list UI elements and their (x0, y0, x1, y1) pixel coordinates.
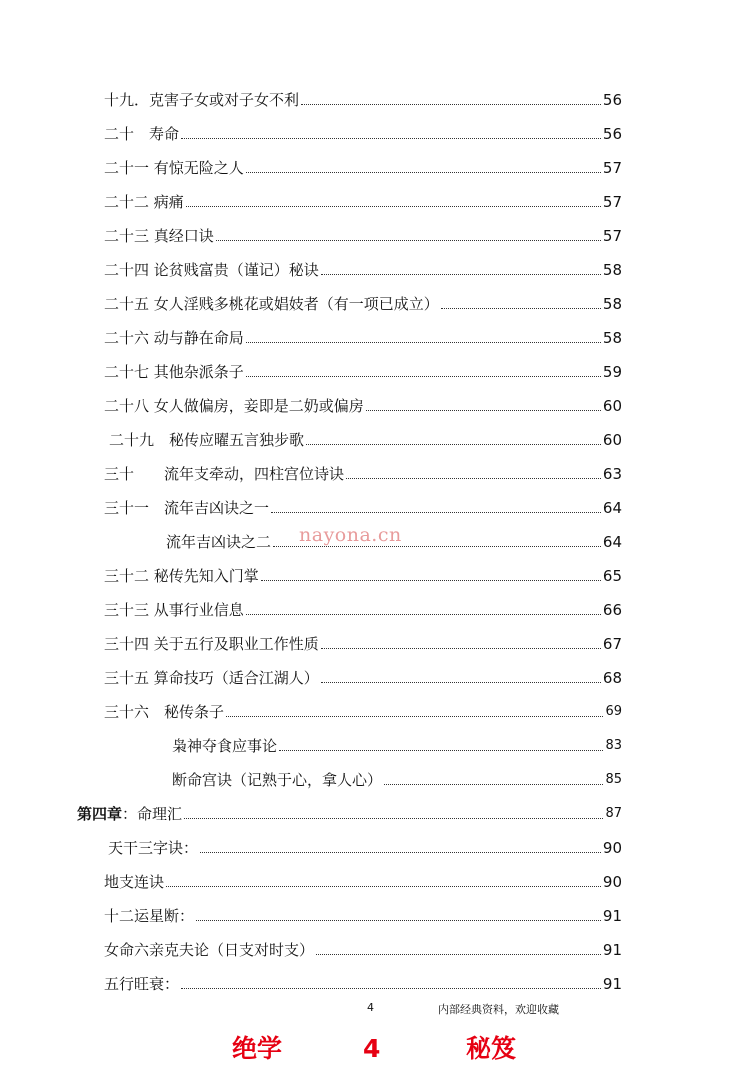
toc-entry-page: 59 (602, 363, 622, 381)
toc-entry-page: 87 (605, 806, 622, 821)
toc-entry (104, 360, 622, 382)
dot-leader (246, 342, 601, 343)
dot-leader (321, 274, 601, 275)
toc-entry-page: 90 (602, 873, 622, 891)
toc-entry (104, 88, 622, 110)
toc-entry (104, 292, 622, 314)
toc-entry-title: 女命六亲克夫论（日支对时支） (104, 941, 315, 959)
toc-entry-title: 二十一 有惊无险之人 (104, 159, 244, 177)
toc-entry (104, 904, 622, 926)
dot-leader (306, 444, 601, 445)
dot-leader (261, 580, 601, 581)
toc-entry-page: 91 (602, 975, 622, 993)
dot-leader (166, 886, 601, 887)
toc-entry (104, 496, 622, 518)
toc-entry-page: 69 (605, 704, 622, 719)
toc-entry-title: 五行旺衰： (104, 975, 180, 993)
toc-entry-page: 64 (602, 499, 622, 517)
dot-leader (246, 614, 601, 615)
toc-entry (104, 564, 622, 586)
toc-entry-title: 断命宫诀（记熟于心，拿人心） (172, 771, 383, 789)
dot-leader (216, 240, 601, 241)
dot-leader (321, 682, 601, 683)
toc-entry-title: 二十五 女人淫贱多桃花或娼妓者（有一项已成立） (104, 295, 439, 313)
toc-entry-page: 57 (602, 227, 622, 245)
footer-note: 内部经典资料，欢迎收藏 (438, 1003, 559, 1016)
toc-entry-page: 66 (602, 601, 622, 619)
dot-leader (279, 750, 603, 751)
toc-entry-page: 57 (602, 193, 622, 211)
dot-leader (441, 308, 601, 309)
toc-entry (104, 122, 622, 144)
toc-entry (104, 394, 622, 416)
toc-entry-page: 91 (602, 907, 622, 925)
toc-entry (104, 870, 622, 892)
dot-leader (273, 546, 601, 547)
dot-leader (181, 138, 601, 139)
toc-entry (108, 836, 622, 858)
toc-entry-title: 二十 寿命 (104, 125, 180, 143)
toc-entry (104, 666, 622, 688)
toc-entry (104, 462, 622, 484)
toc-entry (77, 802, 622, 824)
toc-entry-title: 二十六 动与静在命局 (104, 329, 244, 347)
toc-entry-page: 58 (602, 261, 622, 279)
toc-entry-page: 83 (605, 738, 622, 753)
toc-entry-title: 二十七 其他杂派条子 (104, 363, 244, 381)
dot-leader (226, 716, 603, 717)
toc-entry (104, 700, 622, 722)
toc-entry-page: 56 (602, 125, 622, 143)
toc-entry-title: 天干三字诀： (108, 839, 199, 857)
watermark: nayona.cn (299, 524, 402, 546)
toc-entry-page: 91 (602, 941, 622, 959)
toc-entry-page: 90 (602, 839, 622, 857)
toc-entry (104, 258, 622, 280)
toc-entry (104, 972, 622, 994)
toc-entry-title: 三十五 算命技巧（适合江湖人） (104, 669, 319, 687)
dot-leader (316, 954, 601, 955)
dot-leader (186, 206, 601, 207)
toc-entry (109, 428, 622, 450)
dot-leader (246, 172, 601, 173)
toc-entry-title: 三十一 流年吉凶诀之一 (104, 499, 270, 517)
dot-leader (181, 988, 601, 989)
toc-entry (104, 938, 622, 960)
toc-entry-title: 三十六 秘传条子 (104, 703, 225, 721)
toc-entry-page: 65 (602, 567, 622, 585)
toc-entry-title: 三十二 秘传先知入门掌 (104, 567, 259, 585)
toc-entry-title: 三十 流年支牵动，四柱宫位诗诀 (104, 465, 345, 483)
toc-entry-page: 58 (602, 295, 622, 313)
toc-entry-title: 二十二 病痛 (104, 193, 184, 211)
toc-entry (104, 190, 622, 212)
dot-leader (346, 478, 601, 479)
toc-entry-title: 三十四 关于五行及职业工作性质 (104, 635, 319, 653)
toc-entry-title: 二十四 论贫贱富贵（谨记）秘诀 (104, 261, 319, 279)
chapter-label: 第四章 (77, 805, 123, 823)
toc-entry-title: 二十八 女人做偏房，妾即是二奶或偏房 (104, 397, 364, 415)
toc-entry (104, 598, 622, 620)
footer-page-number: 4 (367, 1001, 374, 1014)
toc-entry (104, 156, 622, 178)
toc-entry-page: 85 (605, 772, 622, 787)
toc-entry-page: 68 (602, 669, 622, 687)
toc-entry-title: 第四章：命理汇 (77, 805, 183, 823)
toc-entry-page: 56 (602, 91, 622, 109)
toc-entry-page: 64 (602, 533, 622, 551)
dot-leader (301, 104, 601, 105)
banner-number: 4 (363, 1034, 381, 1063)
toc-entry-title: 二十九 秘传应曜五言独步歌 (109, 431, 305, 449)
toc-entry (172, 768, 622, 790)
banner-right-text: 秘笈 (466, 1034, 517, 1063)
toc-entry-title: 三十三 从事行业信息 (104, 601, 244, 619)
toc-entry-title: 十九．克害子女或对子女不利 (104, 91, 300, 109)
toc-entry-page: 57 (602, 159, 622, 177)
toc-entry-page: 60 (602, 397, 622, 415)
banner-left-text: 绝学 (232, 1034, 283, 1063)
dot-leader (384, 784, 603, 785)
dot-leader (184, 818, 603, 819)
toc-entry-page: 58 (602, 329, 622, 347)
toc-entry (172, 734, 622, 756)
toc-entry-title: 二十三 真经口诀 (104, 227, 214, 245)
dot-leader (196, 920, 601, 921)
dot-leader (321, 648, 601, 649)
toc-entry-title: 十二运星断： (104, 907, 195, 925)
toc-entry-title: 枭神夺食应事论 (172, 737, 278, 755)
toc-entry-page: 67 (602, 635, 622, 653)
dot-leader (246, 376, 601, 377)
toc-entry-title: 流年吉凶诀之二 (166, 533, 272, 551)
dot-leader (271, 512, 601, 513)
toc-entry (104, 632, 622, 654)
toc-entry-page: 60 (602, 431, 622, 449)
dot-leader (200, 852, 601, 853)
toc-entry (104, 224, 622, 246)
dot-leader (366, 410, 601, 411)
toc-entry (104, 326, 622, 348)
toc-entry-title: 地支连诀 (104, 873, 165, 891)
toc-entry-page: 63 (602, 465, 622, 483)
